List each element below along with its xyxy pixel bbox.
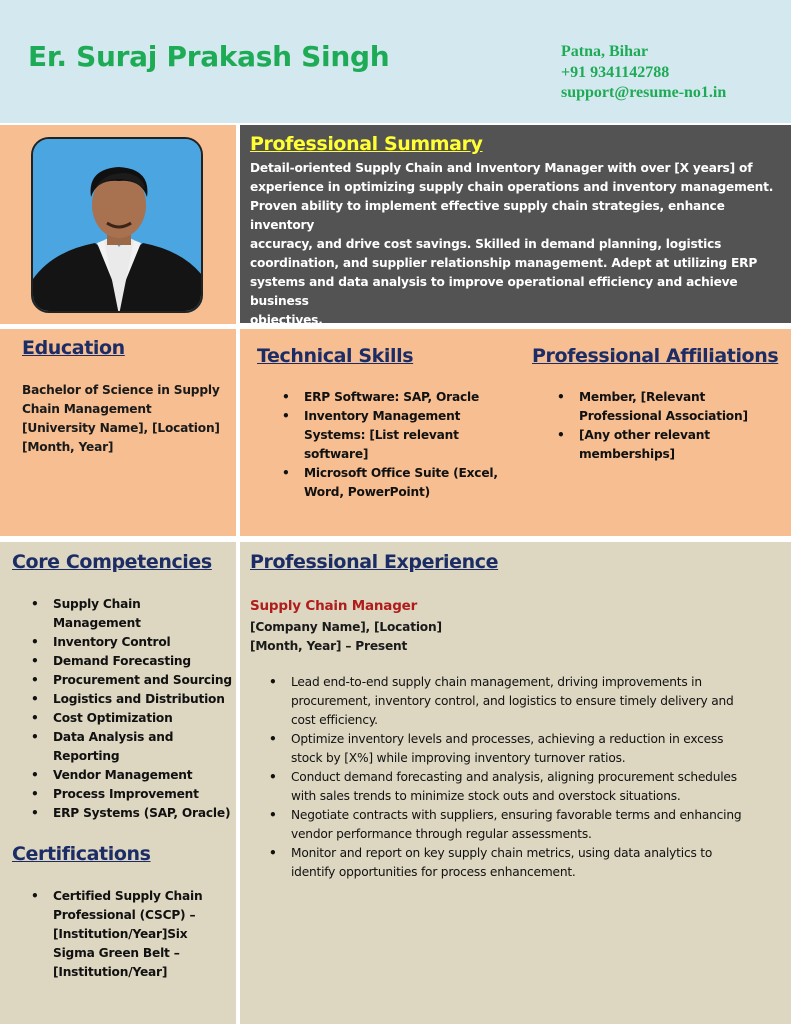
bullet-icon: • bbox=[269, 846, 277, 860]
experience-heading: Professional Experience bbox=[250, 551, 499, 573]
summary-line: objectives. bbox=[250, 313, 323, 327]
bullet-icon: • bbox=[31, 635, 39, 649]
job-title: Supply Chain Manager bbox=[250, 598, 418, 614]
list-item: • Inventory Management Systems: [List relevant software] bbox=[282, 409, 461, 461]
profile-photo bbox=[31, 137, 203, 313]
education-heading: Education bbox=[22, 337, 125, 359]
bullet-icon: • bbox=[557, 428, 565, 442]
list-item: • Logistics and Distribution bbox=[27, 690, 235, 709]
summary-heading: Professional Summary bbox=[250, 133, 483, 155]
list-item: • Member, [Relevant Professional Association] bbox=[557, 390, 748, 423]
list-item: • Monitor and report on key supply chain metrics, using data analytics to identify opportunities for process enhancement. bbox=[269, 846, 713, 879]
candidate-name: Er. Suraj Prakash Singh bbox=[28, 40, 390, 73]
list-item: • Inventory Control bbox=[27, 633, 235, 652]
bullet-icon: • bbox=[269, 732, 277, 746]
list-item: • Procurement and Sourcing bbox=[27, 671, 235, 690]
bullet-icon: • bbox=[31, 711, 39, 725]
technical-skills-list bbox=[278, 388, 514, 502]
bullet-icon: • bbox=[557, 390, 565, 404]
list-item: • Lead end-to-end supply chain management, driving improvements in procurement, inventory control, and logistics to ensure timely delivery and cost efficiency. bbox=[269, 675, 734, 727]
bullet-icon: • bbox=[269, 808, 277, 822]
certifications-heading: Certifications bbox=[12, 843, 151, 865]
list-item: • Conduct demand forecasting and analysis, aligning procurement schedules with sales trends to minimize stock outs and overstock situations. bbox=[269, 770, 737, 803]
bullet-icon: • bbox=[269, 770, 277, 784]
summary-line: Detail-oriented Supply Chain and Inventory Manager with over [X years] of bbox=[250, 161, 753, 175]
bullet-icon: • bbox=[31, 768, 39, 782]
bullet-icon: • bbox=[31, 597, 39, 611]
email-text: support@resume-no1.in bbox=[561, 84, 727, 101]
certifications-list bbox=[27, 887, 235, 982]
list-item: • Data Analysis and Reporting bbox=[31, 730, 174, 763]
technical-skills-heading: Technical Skills bbox=[257, 345, 414, 367]
education-line: [University Name], [Location] bbox=[22, 421, 220, 435]
affiliations-heading: Professional Affiliations bbox=[532, 345, 779, 367]
bullet-icon: • bbox=[269, 675, 277, 689]
list-item: • ERP Systems (SAP, Oracle) bbox=[27, 804, 235, 823]
list-item: • ERP Software: SAP, Oracle bbox=[278, 388, 514, 407]
summary-line: systems and data analysis to improve operational efficiency and achieve business bbox=[250, 275, 738, 308]
summary-line: experience in optimizing supply chain operations and inventory management. bbox=[250, 180, 774, 194]
list-item: • Negotiate contracts with suppliers, ensuring favorable terms and enhancing vendor performance through regular assessments. bbox=[269, 808, 742, 841]
bullet-icon: • bbox=[282, 466, 290, 480]
education-text bbox=[22, 381, 232, 457]
list-item: • [Any other relevant memberships] bbox=[557, 428, 710, 461]
core-competencies-heading: Core Competencies bbox=[12, 551, 212, 573]
contact-block bbox=[561, 42, 726, 104]
person-portrait-icon bbox=[33, 139, 203, 313]
summary-line: coordination, and supplier relationship management. Adept at utilizing ERP bbox=[250, 256, 758, 270]
education-line: Chain Management bbox=[22, 402, 152, 416]
core-competencies-list bbox=[27, 595, 235, 823]
list-item: • Microsoft Office Suite (Excel, Word, PowerPoint) bbox=[282, 466, 498, 499]
list-item: • Process Improvement bbox=[27, 785, 235, 804]
company-text: [Company Name], [Location] bbox=[250, 620, 442, 634]
bullet-icon: • bbox=[31, 806, 39, 820]
bullet-icon: • bbox=[31, 654, 39, 668]
bullet-icon: • bbox=[282, 390, 290, 404]
dates-text: [Month, Year] – Present bbox=[250, 639, 408, 653]
bullet-icon: • bbox=[31, 730, 39, 744]
phone-text: +91 9341142788 bbox=[561, 63, 670, 81]
bullet-icon: • bbox=[31, 889, 39, 903]
list-item: • Optimize inventory levels and processes, achieving a reduction in excess stock by [X%] while improving inventory turnover ratios. bbox=[269, 732, 724, 765]
list-item: • Vendor Management bbox=[27, 766, 235, 785]
location-text: Patna, Bihar bbox=[561, 43, 649, 60]
summary-line: Proven ability to implement effective supply chain strategies, enhance inventory bbox=[250, 199, 725, 232]
bullet-icon: • bbox=[282, 409, 290, 423]
list-item: • Cost Optimization bbox=[27, 709, 235, 728]
bullet-icon: • bbox=[31, 673, 39, 687]
list-item: • Certified Supply Chain Professional (CSCP) – [Institution/Year]Six Sigma Green Belt – [Institution/Year] bbox=[31, 889, 203, 979]
list-item: • Supply Chain Management bbox=[31, 597, 141, 630]
education-line: Bachelor of Science in Supply bbox=[22, 383, 220, 397]
list-item: • Demand Forecasting bbox=[27, 652, 235, 671]
summary-text bbox=[250, 159, 786, 330]
affiliations-list bbox=[553, 388, 785, 464]
education-line: [Month, Year] bbox=[22, 440, 114, 454]
experience-bullets bbox=[265, 673, 786, 882]
job-meta bbox=[250, 618, 650, 656]
bullet-icon: • bbox=[31, 692, 39, 706]
bullet-icon: • bbox=[31, 787, 39, 801]
summary-line: accuracy, and drive cost savings. Skilled in demand planning, logistics bbox=[250, 237, 722, 251]
